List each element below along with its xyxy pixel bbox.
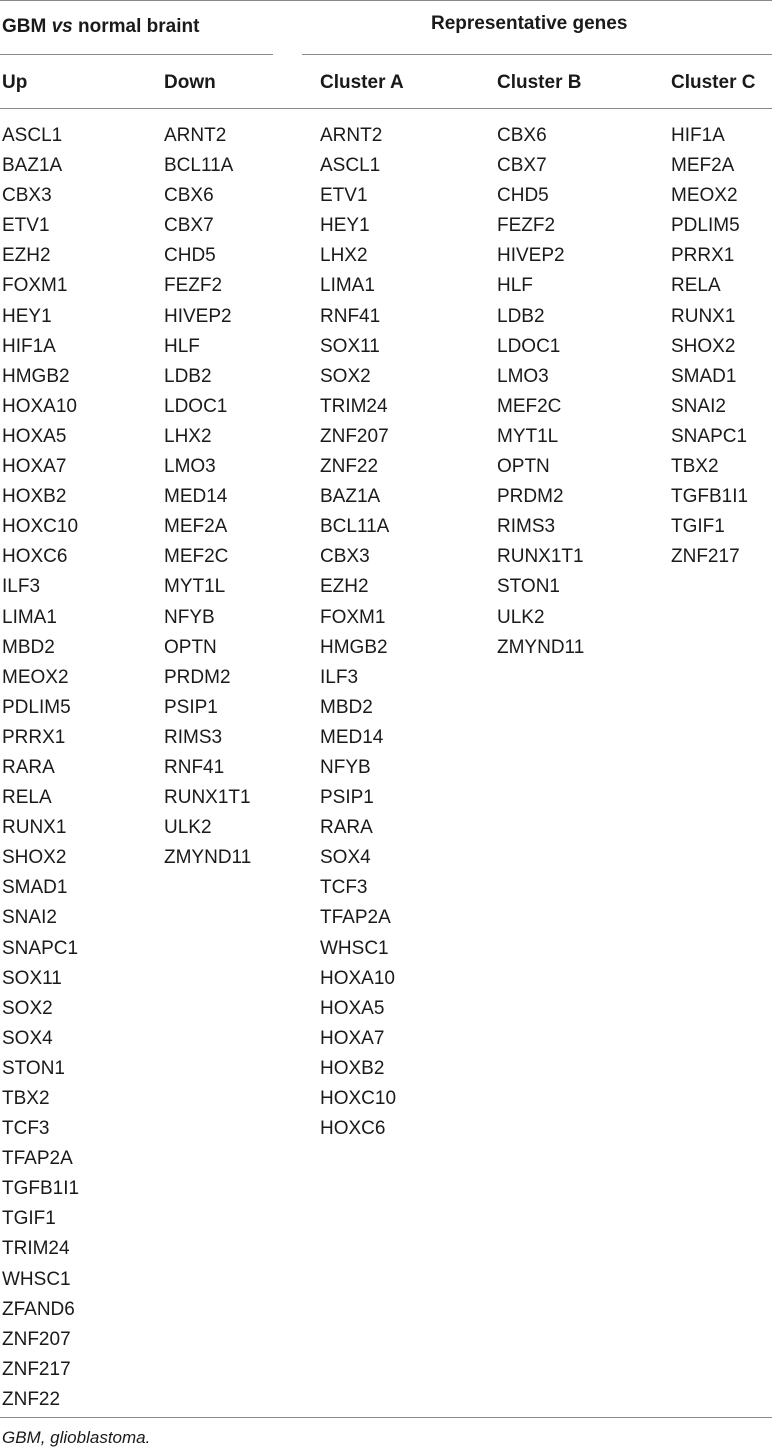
gene-cell: TFAP2A [2, 1148, 73, 1170]
gene-cell: MYT1L [497, 425, 559, 447]
gene-cell: ZMYND11 [164, 847, 252, 869]
gene-cell: HMGB2 [2, 365, 70, 387]
gene-cell: SNAI2 [671, 395, 726, 417]
group-header-italic: vs [51, 16, 73, 37]
gene-cell: PDLIM5 [671, 215, 740, 237]
gene-column-cluster-c [671, 121, 748, 572]
gene-cell: TGFB1I1 [671, 486, 749, 508]
group-underline-left [0, 54, 273, 55]
gene-cell: BCL11A [320, 516, 390, 538]
gene-cell: ZNF217 [2, 1358, 71, 1380]
column-header-up: Up [2, 72, 28, 93]
gene-cell: HOXC6 [320, 1118, 386, 1140]
gene-cell: LHX2 [320, 245, 368, 267]
column-header-down: Down [164, 72, 216, 93]
gene-cell: ULK2 [164, 817, 212, 839]
gene-cell: RIMS3 [164, 726, 223, 748]
gene-cell: SHOX2 [2, 847, 67, 869]
gene-cell: ILF3 [320, 666, 359, 688]
gene-cell: ZNF207 [320, 425, 389, 447]
gene-cell: TGFB1I1 [2, 1178, 80, 1200]
gene-cell: HIF1A [2, 335, 56, 357]
gene-cell: EZH2 [2, 245, 51, 267]
gene-cell: SOX11 [320, 335, 380, 357]
gene-cell: PDLIM5 [2, 696, 71, 718]
gene-cell: RUNX1 [671, 305, 736, 327]
group-header-prefix: GBM [2, 16, 52, 37]
gene-cell: LIMA1 [2, 606, 57, 628]
gene-cell: ZMYND11 [497, 636, 585, 658]
gene-cell: MEF2A [671, 155, 735, 177]
gene-cell: ETV1 [320, 185, 368, 207]
gene-cell: PRRX1 [2, 726, 66, 748]
gene-cell: EZH2 [320, 576, 369, 598]
gene-cell: MEOX2 [671, 185, 738, 207]
gene-column-cluster-a [320, 121, 396, 1144]
gene-cell: BCL11A [164, 155, 234, 177]
gene-cell: HIF1A [671, 125, 725, 146]
gene-cell: ASCL1 [2, 125, 63, 146]
gene-cell: SMAD1 [2, 877, 68, 899]
group-underline-right [302, 54, 772, 55]
gene-cell: SOX4 [2, 1027, 53, 1049]
gene-cell: HLF [497, 275, 533, 297]
gene-cell: MED14 [164, 486, 228, 508]
gene-cell: NFYB [164, 606, 215, 628]
gene-cell: OPTN [164, 636, 217, 658]
gene-cell: ILF3 [2, 576, 41, 598]
gene-cell: HOXB2 [320, 1057, 385, 1079]
gene-cell: ZNF22 [2, 1388, 61, 1410]
gene-cell: SNAPC1 [2, 937, 79, 959]
gene-cell: HOXA10 [320, 967, 395, 989]
gene-cell: TBX2 [2, 1088, 50, 1109]
gene-cell: SOX2 [2, 997, 53, 1019]
gene-cell: LDB2 [164, 365, 212, 387]
top-rule [0, 0, 772, 1]
gene-cell: RUNX1 [2, 817, 67, 839]
gene-cell: HOXA5 [320, 997, 385, 1019]
gene-cell: ZNF217 [671, 546, 740, 568]
gene-cell: ZNF22 [320, 456, 379, 478]
gene-cell: RELA [671, 275, 721, 297]
gene-cell: SNAI2 [2, 907, 57, 929]
gene-cell: SNAPC1 [671, 425, 748, 447]
gene-cell: WHSC1 [2, 1268, 71, 1290]
gene-cell: HOXC10 [2, 516, 79, 538]
gene-cell: OPTN [497, 456, 550, 478]
gene-cell: HIVEP2 [164, 305, 232, 327]
gene-cell: HMGB2 [320, 636, 388, 658]
gene-cell: ZNF207 [2, 1328, 71, 1350]
group-header-gbm-vs-normal [2, 16, 199, 38]
gene-cell: SOX2 [320, 365, 371, 387]
table-bottom-rule [0, 1417, 772, 1418]
gene-cell: HOXC6 [2, 546, 68, 568]
gene-cell: ARNT2 [320, 125, 383, 146]
gene-column-up [2, 121, 79, 1415]
gene-cell: SHOX2 [671, 335, 736, 357]
gene-cell: LMO3 [164, 456, 216, 478]
gene-cell: SOX4 [320, 847, 371, 869]
gene-cell: PSIP1 [320, 787, 374, 809]
gene-cell: TGIF1 [2, 1208, 56, 1230]
gene-cell: BAZ1A [320, 486, 381, 508]
gene-column-cluster-b [497, 121, 584, 663]
gene-cell: RELA [2, 787, 52, 809]
gene-cell: FEZF2 [164, 275, 223, 297]
group-header-suffix: normal braint [72, 16, 200, 37]
column-header-cluster-a: Cluster A [320, 72, 404, 93]
gene-cell: RARA [2, 756, 55, 778]
gene-cell: HOXA10 [2, 395, 77, 417]
gene-cell: FOXM1 [2, 275, 68, 297]
group-header-representative-genes: Representative genes [431, 13, 628, 34]
gene-cell: RARA [320, 817, 373, 839]
gene-cell: TRIM24 [320, 395, 388, 417]
gene-cell: ARNT2 [164, 125, 227, 146]
gene-cell: LDOC1 [164, 395, 228, 417]
gene-cell: PRDM2 [497, 486, 564, 508]
gene-cell: ULK2 [497, 606, 545, 628]
table-footnote: GBM, glioblastoma. [2, 1428, 151, 1447]
gene-cell: STON1 [497, 576, 561, 598]
gene-cell: BAZ1A [2, 155, 63, 177]
gene-cell: ZFAND6 [2, 1298, 75, 1320]
gene-cell: CBX6 [497, 125, 547, 146]
gene-cell: LIMA1 [320, 275, 375, 297]
gene-cell: MEF2A [164, 516, 228, 538]
gene-cell: PRDM2 [164, 666, 231, 688]
gene-cell: RNF41 [164, 756, 225, 778]
gene-cell: HOXA5 [2, 425, 67, 447]
gene-cell: LDOC1 [497, 335, 561, 357]
gene-cell: MYT1L [164, 576, 226, 598]
column-header-cluster-c: Cluster C [671, 72, 756, 93]
gene-cell: MED14 [320, 726, 384, 748]
gene-cell: FOXM1 [320, 606, 386, 628]
gene-cell: CBX7 [164, 215, 214, 237]
gene-cell: MBD2 [2, 636, 55, 658]
gene-cell: TGIF1 [671, 516, 725, 538]
gene-cell: RIMS3 [497, 516, 556, 538]
gene-cell: CBX3 [2, 185, 52, 207]
gene-cell: CBX3 [320, 546, 370, 568]
gene-cell: RNF41 [320, 305, 381, 327]
gene-cell: SMAD1 [671, 365, 737, 387]
gene-cell: HOXA7 [320, 1027, 385, 1049]
gene-cell: TFAP2A [320, 907, 391, 929]
gene-cell: HIVEP2 [497, 245, 565, 267]
gene-cell: TBX2 [671, 456, 719, 478]
gene-cell: FEZF2 [497, 215, 556, 237]
gene-cell: MEF2C [164, 546, 229, 568]
gene-cell: CBX7 [497, 155, 547, 177]
gene-cell: HLF [164, 335, 200, 357]
gene-cell: SOX11 [2, 967, 62, 989]
gene-cell: MEF2C [497, 395, 562, 417]
gene-cell: MBD2 [320, 696, 373, 718]
gene-cell: PRRX1 [671, 245, 735, 267]
gene-cell: HOXA7 [2, 456, 67, 478]
gene-cell: ASCL1 [320, 155, 381, 177]
gene-cell: LDB2 [497, 305, 545, 327]
gene-cell: CBX6 [164, 185, 214, 207]
gene-cell: HOXB2 [2, 486, 67, 508]
gene-cell: STON1 [2, 1057, 66, 1079]
gene-cell: CHD5 [497, 185, 549, 207]
gene-cell: TRIM24 [2, 1238, 70, 1260]
gene-cell: WHSC1 [320, 937, 389, 959]
gene-cell: HEY1 [320, 215, 370, 237]
header-bottom-rule [0, 108, 772, 109]
gene-cell: TCF3 [320, 877, 368, 899]
gene-cell: TCF3 [2, 1118, 50, 1140]
column-header-cluster-b: Cluster B [497, 72, 582, 93]
gene-cell: NFYB [320, 756, 371, 778]
gene-cell: LMO3 [497, 365, 549, 387]
gene-cell: PSIP1 [164, 696, 218, 718]
gene-cell: CHD5 [164, 245, 216, 267]
gene-column-down [164, 121, 251, 873]
gene-cell: RUNX1T1 [497, 546, 584, 568]
gene-cell: LHX2 [164, 425, 212, 447]
gene-cell: HOXC10 [320, 1088, 397, 1109]
gene-cell: HEY1 [2, 305, 52, 327]
gene-cell: RUNX1T1 [164, 787, 251, 809]
gene-cell: ETV1 [2, 215, 50, 237]
gene-cell: MEOX2 [2, 666, 69, 688]
